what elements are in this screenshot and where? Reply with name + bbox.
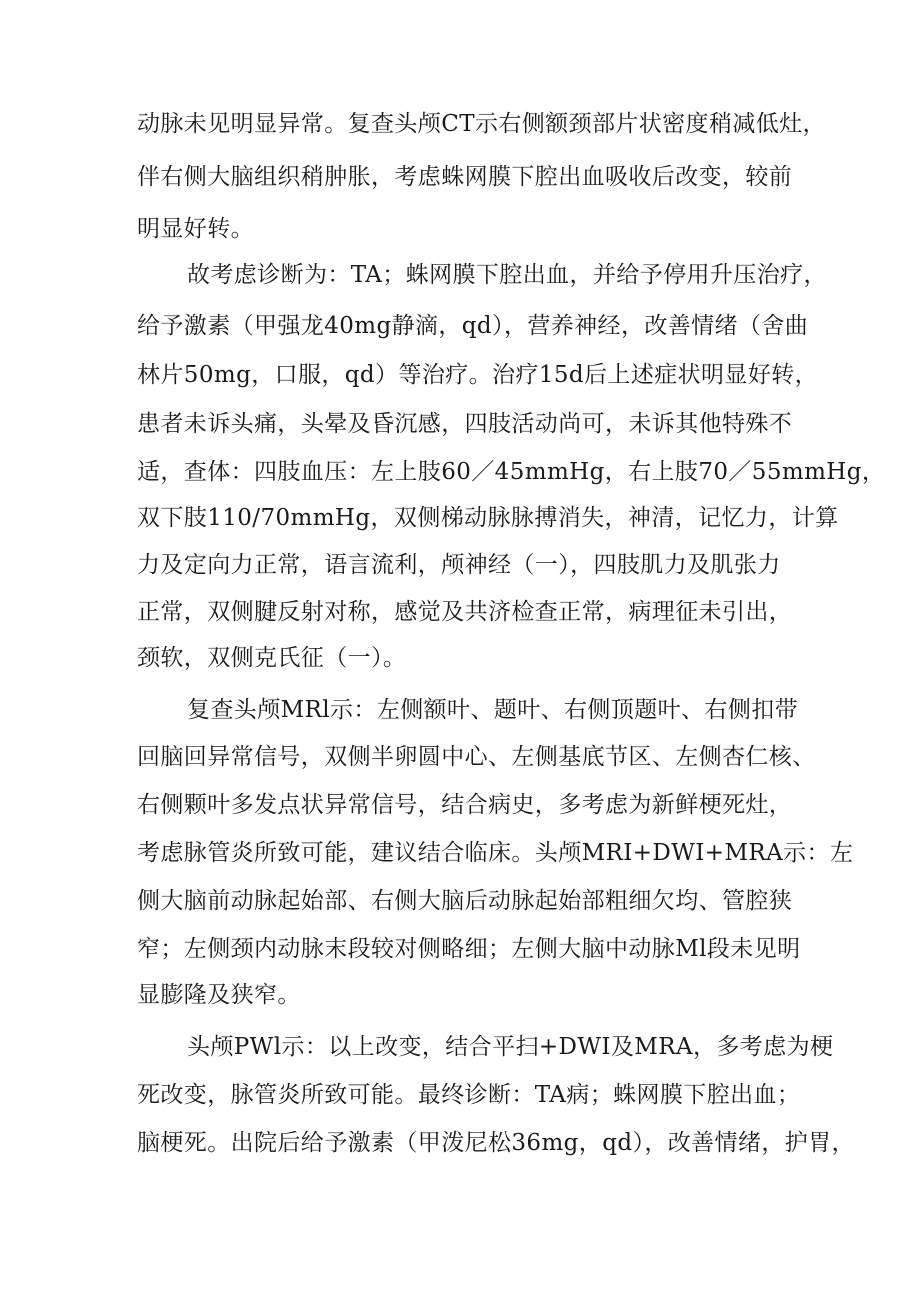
text-line: 颈软，双侧克氏征（一）。 xyxy=(137,645,407,671)
text-line: 侧大脑前动脉起始部、右侧大脑后动脉起始部粗细欠均、管腔狭 xyxy=(137,888,793,914)
text-line: 显膨隆及狭窄。 xyxy=(137,982,301,1008)
text-line: 动脉未见明显异常。复查头颅CT示右侧额颈部片状密度稍减低灶， xyxy=(137,111,826,137)
text-line: 窄；左侧颈内动脉末段较对侧略细；左侧大脑中动脉Ml段未见明 xyxy=(137,936,801,962)
text-line: 脑梗死。出院后给予激素（甲泼尼松36mg，qd），改善情绪，护胃， xyxy=(137,1130,855,1156)
text-line: 考虑脉管炎所致可能，建议结合临床。头颅MRI+DWI+MRA示：左 xyxy=(137,840,854,866)
text-line: 林片50mg，口服，qd）等治疗。治疗15d后上述症状明显好转， xyxy=(137,362,819,388)
text-line: 头颅PWl示：以上改变，结合平扫+DWI及MRA，多考虑为梗 xyxy=(187,1034,834,1060)
text-line: 伴右侧大脑组织稍肿胀，考虑蛛网膜下腔出血吸收后改变，较前 xyxy=(137,164,793,190)
text-line: 复查头颅MRl示：左侧额叶、题叶、右侧顶题叶、右侧扣带 xyxy=(187,697,799,723)
text-line: 明显好转。 xyxy=(137,216,254,242)
text-line: 死改变，脉管炎所致可能。最终诊断：TA病；蛛网膜下腔出血； xyxy=(137,1082,801,1108)
text-line: 给予激素（甲强龙40mg静滴，qd），营养神经，改善情绪（舍曲 xyxy=(137,313,809,339)
text-line: 回脑回异常信号，双侧半卵圆中心、左侧基底节区、左侧杏仁核、 xyxy=(137,744,816,770)
text-line: 双下肢110/70mmHg，双侧梯动脉脉搏消失，神清，记忆力，计算 xyxy=(137,505,839,531)
text-line: 适，查体：四肢血压：左上肢60／45mmHg，右上肢70／55mmHg， xyxy=(137,459,886,485)
text-line: 力及定向力正常，语言流利，颅神经（一），四肢肌力及肌张力 xyxy=(137,552,781,578)
text-line: 故考虑诊断为：TA；蛛网膜下腔出血，并给予停用升压治疗， xyxy=(187,262,827,288)
text-line: 患者未诉头痛，头晕及昏沉感，四肢活动尚可，未诉其他特殊不 xyxy=(137,411,793,437)
text-line: 正常，双侧腱反射对称，感觉及共济检查正常，病理征未引出， xyxy=(137,599,793,625)
text-line: 右侧颗叶多发点状异常信号，结合病史，多考虑为新鲜梗死灶， xyxy=(137,792,793,818)
